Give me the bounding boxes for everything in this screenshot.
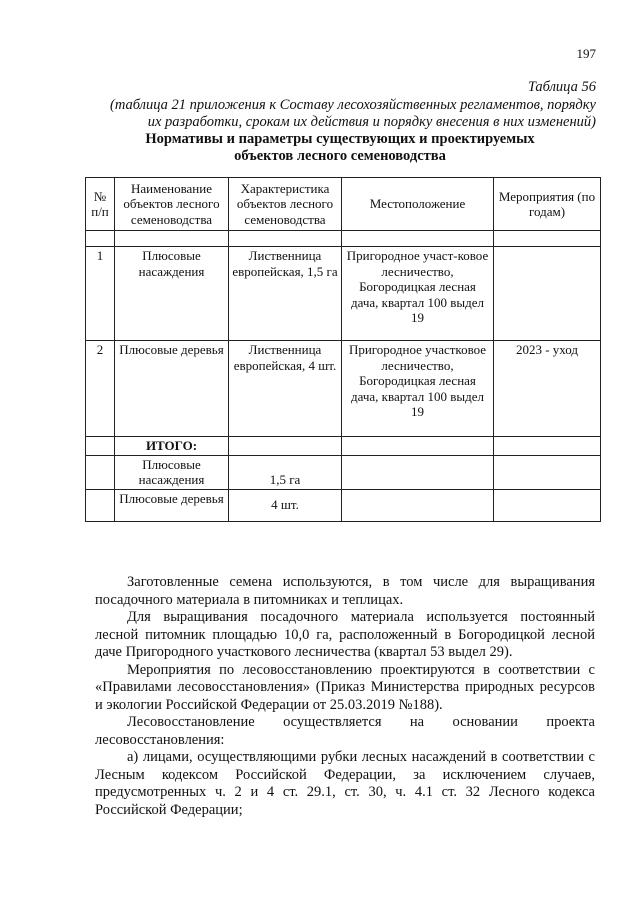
table-caption-reference-line-1: (таблица 21 приложения к Составу лесохозяйственных регламентов, порядку — [109, 97, 596, 113]
header-location: Местоположение — [342, 178, 494, 231]
table-total-row — [86, 455, 601, 489]
paragraph: Для выращивания посадочного материала используется постоянный лесной питомник площадью 10,0 га, расположенный в Богородицкой лесной даче Пригородного участкового лесничества (квартал 53 выдел 29). — [95, 609, 595, 660]
cell-location: Пригородное участковое лесничество, Богородицкая лесная дача, квартал 100 выдел 19 — [342, 341, 494, 437]
total-name: Плюсовые насаждения — [115, 455, 229, 489]
header-num: № п/п — [86, 178, 115, 231]
table-total-header-row — [86, 437, 601, 456]
cell-name: Плюсовые деревья — [115, 341, 229, 437]
total-value: 1,5 га — [229, 455, 342, 489]
cell-num: 2 — [86, 341, 115, 437]
seed-objects-table — [85, 177, 601, 522]
header-name: Наименование объектов лесного семеноводства — [115, 178, 229, 231]
table-caption-reference-line-2: их разработки, срокам их действия и порядку внесения в них изменений) — [147, 114, 596, 130]
table-row — [86, 341, 601, 437]
cell-activities: 2023 - уход — [494, 341, 601, 437]
header-characteristic: Характеристика объектов лесного семеноводства — [229, 178, 342, 231]
table-heading-line-1: Нормативы и параметры существующих и проектируемых — [145, 131, 535, 147]
page-number: 197 — [576, 46, 596, 61]
table-total-row — [86, 489, 601, 521]
paragraph: Мероприятия по лесовосстановлению проектируются в соответствии с «Правилами лесовосстановления» (Приказ Министерства природных ресурсов и экологии Российской Федерации от 25.03.2019 №188). — [95, 661, 595, 713]
header-activities: Мероприятия (по годам) — [494, 178, 601, 231]
cell-activities — [494, 247, 601, 341]
total-name: Плюсовые деревья — [115, 489, 229, 521]
cell-characteristic: Лиственница европейская, 4 шт. — [229, 341, 342, 437]
table-header-row — [86, 178, 601, 231]
cell-num: 1 — [86, 247, 115, 341]
table-spacer-row — [86, 231, 601, 247]
paragraph: Лесовосстановление осуществляется на основании проекта лесовосстановления: — [95, 714, 595, 748]
paragraph: Заготовленные семена используются, в том числе для выращивания посадочного материала в питомниках и теплицах. — [95, 574, 595, 608]
table-row — [86, 247, 601, 341]
table-heading-line-2: объектов лесного семеноводства — [234, 148, 446, 164]
cell-location: Пригородное участ-ковое лесничество, Богородицкая лесная дача, квартал 100 выдел 19 — [342, 247, 494, 341]
body-text — [95, 574, 595, 819]
cell-characteristic: Лиственница европейская, 1,5 га — [229, 247, 342, 341]
total-label: ИТОГО: — [115, 437, 229, 456]
cell-name: Плюсовые насаждения — [115, 247, 229, 341]
table-caption-title: Таблица 56 — [527, 79, 596, 95]
total-value: 4 шт. — [229, 489, 342, 521]
paragraph: а) лицами, осуществляющими рубки лесных насаждений в соответствии с Лесным кодексом Российской Федерации, за исключением случаев, предусмотренных ч. 2 и 4 ст. 29.1, ст. 30, ч. 4.1 ст. 32 Лесного кодекса Российской Федерации; — [95, 749, 595, 818]
